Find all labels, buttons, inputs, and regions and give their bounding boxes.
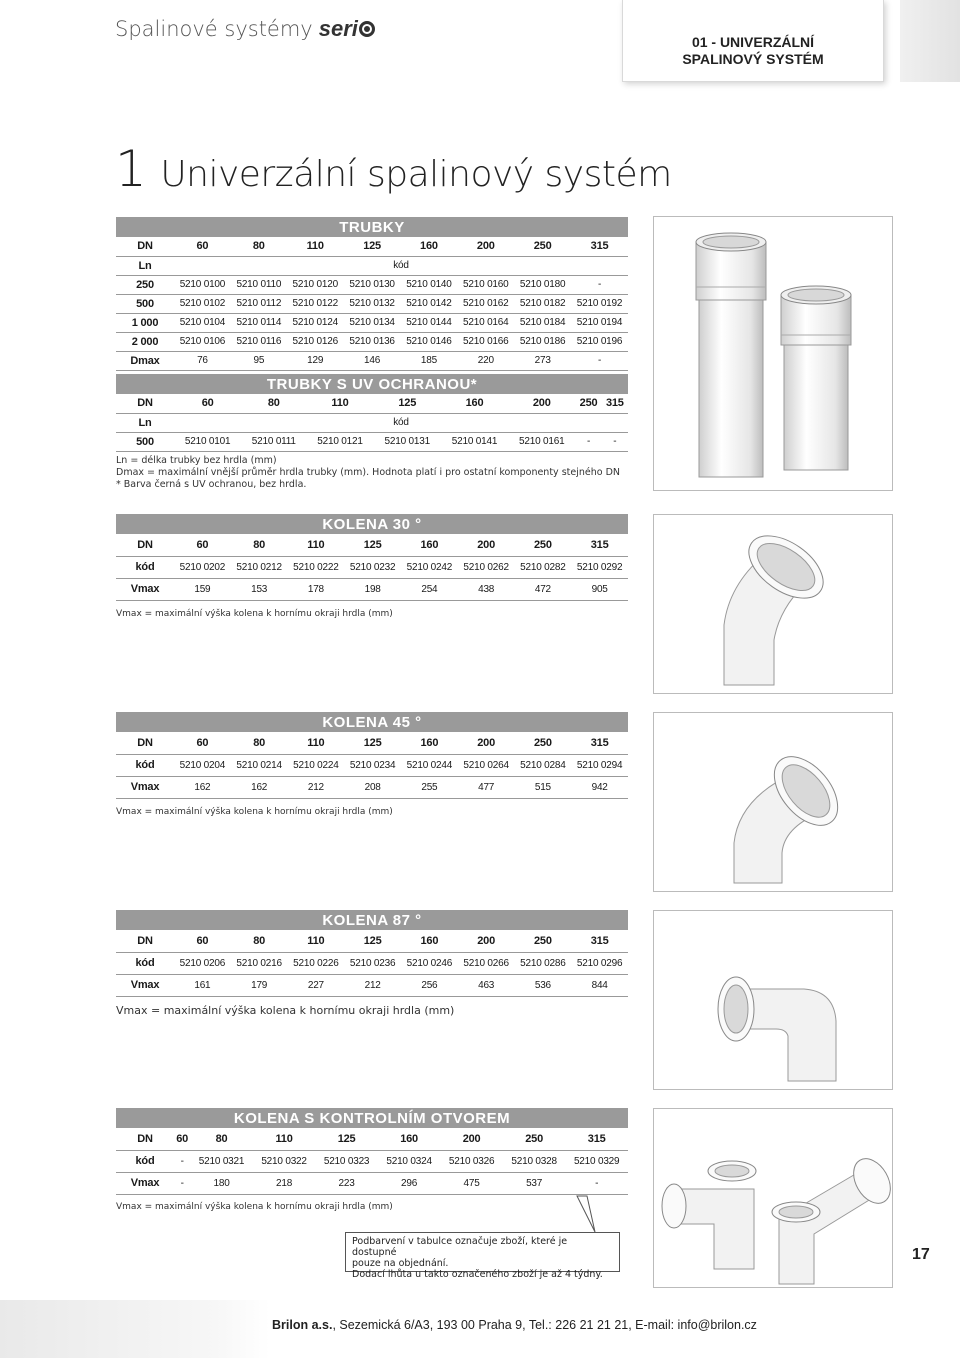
chapter-heading — [115, 140, 672, 198]
code-cell: 5210 0246 — [401, 952, 458, 974]
code-cell: 5210 0120 — [287, 275, 344, 294]
code-cell: 5210 0161 — [508, 432, 575, 451]
dn-cell: 110 — [288, 930, 345, 952]
dmax-row — [116, 351, 628, 370]
dn-cell: 200 — [458, 732, 515, 754]
elbow-30-image — [653, 514, 893, 694]
code-cell: 5210 0242 — [401, 556, 458, 578]
kolena45-table — [116, 712, 628, 799]
code-cell: 5210 0234 — [344, 754, 401, 776]
footer-company: Brilon a.s. — [272, 1318, 333, 1332]
brand-logo-mark-icon — [359, 21, 375, 37]
dmax-cell: - — [571, 351, 628, 370]
code-cell: 5210 0146 — [401, 332, 458, 351]
elbow-45-image — [653, 712, 893, 892]
vmax-cell: 463 — [458, 974, 515, 996]
chapter-title: Univerzální spalinový systém — [160, 154, 672, 195]
dn-cell: 315 — [571, 237, 628, 256]
dn-row — [116, 930, 628, 952]
code-cell: 5210 0114 — [231, 313, 287, 332]
code-cell: 5210 0104 — [174, 313, 231, 332]
vmax-cell: 475 — [440, 1172, 503, 1194]
dn-cell: 315 — [571, 534, 628, 556]
dn-cell: 60 — [174, 930, 231, 952]
vmax-cell: 208 — [344, 776, 401, 798]
dn-cell: 125 — [315, 1128, 378, 1150]
table-row — [116, 313, 628, 332]
kolena30-note: Vmax = maximální výška kolena k hornímu okraji hrdla (mm) — [116, 609, 393, 619]
vmax-cell: 162 — [231, 776, 288, 798]
code-cell: 5210 0122 — [287, 294, 344, 313]
dn-cell: 160 — [401, 930, 458, 952]
code-cell: 5210 0131 — [374, 432, 441, 451]
note-dmax: Dmax = maximální vnější průměr hrdla trubky (mm). Hodnota platí i pro ostatní komponenty stejného DN — [116, 467, 620, 478]
kolena87-title: KOLENA 87 ° — [116, 910, 628, 930]
elbow-30-illustration — [654, 515, 893, 694]
dn-cell: 200 — [457, 237, 514, 256]
vmax-cell: 218 — [253, 1172, 316, 1194]
dn-cell: 125 — [344, 930, 401, 952]
dn-cell: 125 — [374, 394, 441, 413]
vmax-cell: 153 — [231, 578, 288, 600]
dn-cell: 60 — [174, 1128, 190, 1150]
dn-cell: 80 — [241, 394, 306, 413]
code-cell: - — [174, 1150, 190, 1172]
dn-cell: 160 — [441, 394, 508, 413]
trubky-notes — [116, 455, 620, 491]
code-cell: 5210 0106 — [174, 332, 231, 351]
vmax-row — [116, 578, 628, 600]
code-cell: - — [571, 275, 628, 294]
elbow-87-illustration — [654, 911, 893, 1090]
vmax-cell: 180 — [190, 1172, 253, 1194]
trubky-ln-row — [116, 256, 628, 275]
chapter-number: 1 — [115, 140, 147, 198]
vmax-cell: 212 — [288, 776, 345, 798]
code-cell: 5210 0134 — [344, 313, 401, 332]
code-cell: 5210 0101 — [174, 432, 241, 451]
code-cell: 5210 0160 — [457, 275, 514, 294]
availability-callout — [345, 1232, 620, 1280]
dn-cell: 160 — [401, 237, 458, 256]
dn-cell: 125 — [344, 534, 401, 556]
trubky-uv-title: TRUBKY S UV OCHRANOU* — [116, 374, 628, 394]
pipes-image — [653, 216, 893, 491]
dn-cell: 250 — [515, 930, 572, 952]
dmax-cell: 273 — [514, 351, 571, 370]
section-tab-line1: 01 - UNIVERZÁLNÍ — [691, 34, 815, 50]
code-cell: 5210 0212 — [231, 556, 288, 578]
dmax-cell: 76 — [174, 351, 231, 370]
code-cell: 5210 0282 — [515, 556, 572, 578]
kolena30-title: KOLENA 30 ° — [116, 514, 628, 534]
kod-label: kód — [174, 256, 628, 275]
dn-cell: 315 — [571, 930, 628, 952]
vmax-cell: 472 — [515, 578, 572, 600]
table-row — [116, 294, 628, 313]
code-cell: 5210 0292 — [571, 556, 628, 578]
code-cell: 5210 0232 — [344, 556, 401, 578]
table-row — [116, 275, 628, 294]
code-cell: 5210 0144 — [401, 313, 458, 332]
dn-cell: 110 — [253, 1128, 316, 1150]
code-cell: 5210 0142 — [401, 294, 458, 313]
dn-cell: 250 — [514, 237, 571, 256]
dn-cell: 80 — [231, 732, 288, 754]
code-cell: - — [602, 432, 628, 451]
code-cell: 5210 0121 — [306, 432, 373, 451]
row-label: 500 — [116, 294, 174, 313]
trubky-uv-dn-row — [116, 394, 628, 413]
vmax-cell: 942 — [571, 776, 628, 798]
vmax-row — [116, 776, 628, 798]
vmax-cell: 477 — [458, 776, 515, 798]
trubky-table — [116, 217, 628, 371]
vmax-cell: 178 — [288, 578, 345, 600]
kolena30-table — [116, 514, 628, 601]
code-cell: 5210 0224 — [288, 754, 345, 776]
code-cell: 5210 0328 — [503, 1150, 566, 1172]
kolena45-note: Vmax = maximální výška kolena k hornímu okraji hrdla (mm) — [116, 807, 393, 817]
callout-line1: Podbarvení v tabulce označuje zboží, které je dostupné — [352, 1236, 568, 1258]
vmax-label: Vmax — [116, 776, 174, 798]
vmax-cell: 159 — [174, 578, 231, 600]
code-cell: 5210 0182 — [514, 294, 571, 313]
dn-cell: 110 — [288, 732, 345, 754]
dn-label: DN — [116, 1128, 174, 1150]
vmax-label: Vmax — [116, 1172, 174, 1194]
section-tab-line2: SPALINOVÝ SYSTÉM — [682, 51, 824, 67]
vmax-cell: - — [565, 1172, 628, 1194]
elbow-87-image — [653, 910, 893, 1090]
code-cell: 5210 0184 — [514, 313, 571, 332]
table-row — [116, 332, 628, 351]
code-cell: 5210 0140 — [401, 275, 458, 294]
dn-cell: 200 — [440, 1128, 503, 1150]
kontrolni-title: KOLENA S KONTROLNÍM OTVOREM — [116, 1108, 628, 1128]
dn-cell: 60 — [174, 237, 231, 256]
vmax-cell: 227 — [288, 974, 345, 996]
code-cell: 5210 0262 — [458, 556, 515, 578]
code-cell: 5210 0326 — [440, 1150, 503, 1172]
dn-cell: 200 — [508, 394, 575, 413]
dn-label: DN — [116, 237, 174, 256]
vmax-cell: 223 — [315, 1172, 378, 1194]
dn-cell: 110 — [306, 394, 373, 413]
vmax-cell: 161 — [174, 974, 231, 996]
dn-cell: 250 — [515, 534, 572, 556]
vmax-cell: 179 — [231, 974, 288, 996]
code-cell: 5210 0222 — [288, 556, 345, 578]
callout-line2: pouze na objednání. — [352, 1258, 449, 1269]
dmax-cell: 185 — [401, 351, 458, 370]
dn-label: DN — [116, 394, 174, 413]
table-row — [116, 754, 628, 776]
dn-label: DN — [116, 930, 174, 952]
code-cell: 5210 0124 — [287, 313, 344, 332]
trubky-title: TRUBKY — [116, 217, 628, 237]
code-cell: 5210 0214 — [231, 754, 288, 776]
inspection-elbow-illustration — [654, 1109, 893, 1288]
dn-cell: 250 — [575, 394, 601, 413]
dn-cell: 60 — [174, 732, 231, 754]
dn-cell: 80 — [231, 930, 288, 952]
dn-cell: 315 — [565, 1128, 628, 1150]
footer — [272, 1318, 757, 1332]
code-cell: 5210 0126 — [287, 332, 344, 351]
code-cell: 5210 0204 — [174, 754, 231, 776]
trubky-uv-table — [116, 374, 628, 452]
code-cell: 5210 0216 — [231, 952, 288, 974]
code-cell: 5210 0192 — [571, 294, 628, 313]
code-cell: 5210 0329 — [565, 1150, 628, 1172]
code-cell: 5210 0111 — [241, 432, 306, 451]
vmax-cell: 844 — [571, 974, 628, 996]
kod-label: kód — [116, 754, 174, 776]
table-row — [116, 1150, 628, 1172]
code-cell: 5210 0244 — [401, 754, 458, 776]
vmax-row — [116, 1172, 628, 1194]
trubky-dn-row — [116, 237, 628, 256]
dn-cell: 250 — [503, 1128, 566, 1150]
header-corner-shade — [900, 0, 960, 82]
note-ln: Ln = délka trubky bez hrdla (mm) — [116, 455, 277, 466]
dn-cell: 160 — [378, 1128, 441, 1150]
callout-line3: Dodací lhůta u takto označeného zboží je až 4 týdny. — [352, 1269, 603, 1280]
code-cell: 5210 0112 — [231, 294, 287, 313]
dn-label: DN — [116, 732, 174, 754]
vmax-cell: 162 — [174, 776, 231, 798]
brand-logo: seri — [318, 16, 358, 41]
note-uv: * Barva černá s UV ochranou, bez hrdla. — [116, 479, 307, 490]
trubky-uv-ln-row — [116, 413, 628, 432]
code-cell: 5210 0286 — [515, 952, 572, 974]
code-cell: 5210 0102 — [174, 294, 231, 313]
dn-row — [116, 1128, 628, 1150]
table-row — [116, 432, 628, 451]
code-cell: 5210 0132 — [344, 294, 401, 313]
vmax-cell: 198 — [344, 578, 401, 600]
kod-label: kód — [116, 1150, 174, 1172]
kod-label: kód — [116, 556, 174, 578]
elbow-45-illustration — [654, 713, 893, 892]
code-cell: 5210 0264 — [458, 754, 515, 776]
page-number: 17 — [912, 1246, 930, 1263]
kod-label: kód — [116, 952, 174, 974]
vmax-label: Vmax — [116, 578, 174, 600]
dn-cell: 80 — [231, 534, 288, 556]
code-cell: 5210 0196 — [571, 332, 628, 351]
kontrolni-table — [116, 1108, 628, 1195]
product-line-text: Spalinové systémy — [115, 17, 313, 41]
dn-cell: 125 — [344, 237, 401, 256]
callout-pointer-icon — [575, 1194, 605, 1234]
header-product-line — [115, 16, 375, 42]
code-cell: 5210 0202 — [174, 556, 231, 578]
dmax-cell: 146 — [344, 351, 401, 370]
code-cell: 5210 0294 — [571, 754, 628, 776]
kontrolni-note: Vmax = maximální výška kolena k hornímu okraji hrdla (mm) — [116, 1202, 393, 1212]
code-cell: 5210 0164 — [457, 313, 514, 332]
vmax-cell: 537 — [503, 1172, 566, 1194]
dn-cell: 160 — [401, 534, 458, 556]
code-cell: 5210 0296 — [571, 952, 628, 974]
code-cell: 5210 0110 — [231, 275, 287, 294]
code-cell: - — [575, 432, 601, 451]
kolena87-table — [116, 910, 628, 997]
dn-cell: 80 — [190, 1128, 253, 1150]
kolena87-note: Vmax = maximální výška kolena k hornímu okraji hrdla (mm) — [116, 1004, 455, 1017]
vmax-row — [116, 974, 628, 996]
code-cell: 5210 0206 — [174, 952, 231, 974]
dn-row — [116, 732, 628, 754]
row-label: 250 — [116, 275, 174, 294]
dn-cell: 110 — [287, 237, 344, 256]
code-cell: 5210 0180 — [514, 275, 571, 294]
vmax-cell: 905 — [571, 578, 628, 600]
vmax-label: Vmax — [116, 974, 174, 996]
row-label: 500 — [116, 432, 174, 451]
row-label: 1 000 — [116, 313, 174, 332]
code-cell: 5210 0100 — [174, 275, 231, 294]
code-cell: 5210 0323 — [315, 1150, 378, 1172]
code-cell: 5210 0162 — [457, 294, 514, 313]
vmax-cell: 212 — [344, 974, 401, 996]
dmax-cell: 95 — [231, 351, 287, 370]
code-cell: 5210 0236 — [344, 952, 401, 974]
code-cell: 5210 0266 — [458, 952, 515, 974]
vmax-cell: 438 — [458, 578, 515, 600]
table-row — [116, 556, 628, 578]
dn-cell: 315 — [571, 732, 628, 754]
inspection-elbow-image — [653, 1108, 893, 1288]
footer-shade — [0, 1300, 270, 1358]
dn-cell: 80 — [231, 237, 287, 256]
vmax-cell: 536 — [515, 974, 572, 996]
code-cell: 5210 0166 — [457, 332, 514, 351]
vmax-cell: 255 — [401, 776, 458, 798]
dmax-cell: 220 — [457, 351, 514, 370]
code-cell: 5210 0194 — [571, 313, 628, 332]
row-label: 2 000 — [116, 332, 174, 351]
dn-cell: 110 — [288, 534, 345, 556]
code-cell: 5210 0116 — [231, 332, 287, 351]
table-row — [116, 952, 628, 974]
code-cell: 5210 0284 — [515, 754, 572, 776]
pipes-illustration — [654, 217, 893, 491]
section-tab — [622, 0, 884, 82]
code-cell: 5210 0186 — [514, 332, 571, 351]
dn-cell: 160 — [401, 732, 458, 754]
dn-cell: 125 — [344, 732, 401, 754]
code-cell: 5210 0130 — [344, 275, 401, 294]
code-cell: 5210 0324 — [378, 1150, 441, 1172]
code-cell: 5210 0322 — [253, 1150, 316, 1172]
code-cell: 5210 0141 — [441, 432, 508, 451]
dn-cell: 315 — [602, 394, 628, 413]
dn-label: DN — [116, 534, 174, 556]
ln-label: Ln — [116, 413, 174, 432]
kod-label: kód — [174, 413, 628, 432]
vmax-cell: - — [174, 1172, 190, 1194]
footer-address: , Sezemická 6/A3, 193 00 Praha 9, Tel.: 226 21 21 21, E-mail: info@brilon.cz — [332, 1318, 757, 1332]
dn-cell: 250 — [515, 732, 572, 754]
vmax-cell: 296 — [378, 1172, 441, 1194]
dn-cell: 60 — [174, 394, 241, 413]
dn-cell: 200 — [458, 930, 515, 952]
dmax-label: Dmax — [116, 351, 174, 370]
dmax-cell: 129 — [287, 351, 344, 370]
code-cell: 5210 0226 — [288, 952, 345, 974]
vmax-cell: 515 — [515, 776, 572, 798]
dn-cell: 60 — [174, 534, 231, 556]
dn-cell: 200 — [458, 534, 515, 556]
vmax-cell: 256 — [401, 974, 458, 996]
vmax-cell: 254 — [401, 578, 458, 600]
code-cell: 5210 0321 — [190, 1150, 253, 1172]
kolena45-title: KOLENA 45 ° — [116, 712, 628, 732]
code-cell: 5210 0136 — [344, 332, 401, 351]
dn-row — [116, 534, 628, 556]
ln-label: Ln — [116, 256, 174, 275]
